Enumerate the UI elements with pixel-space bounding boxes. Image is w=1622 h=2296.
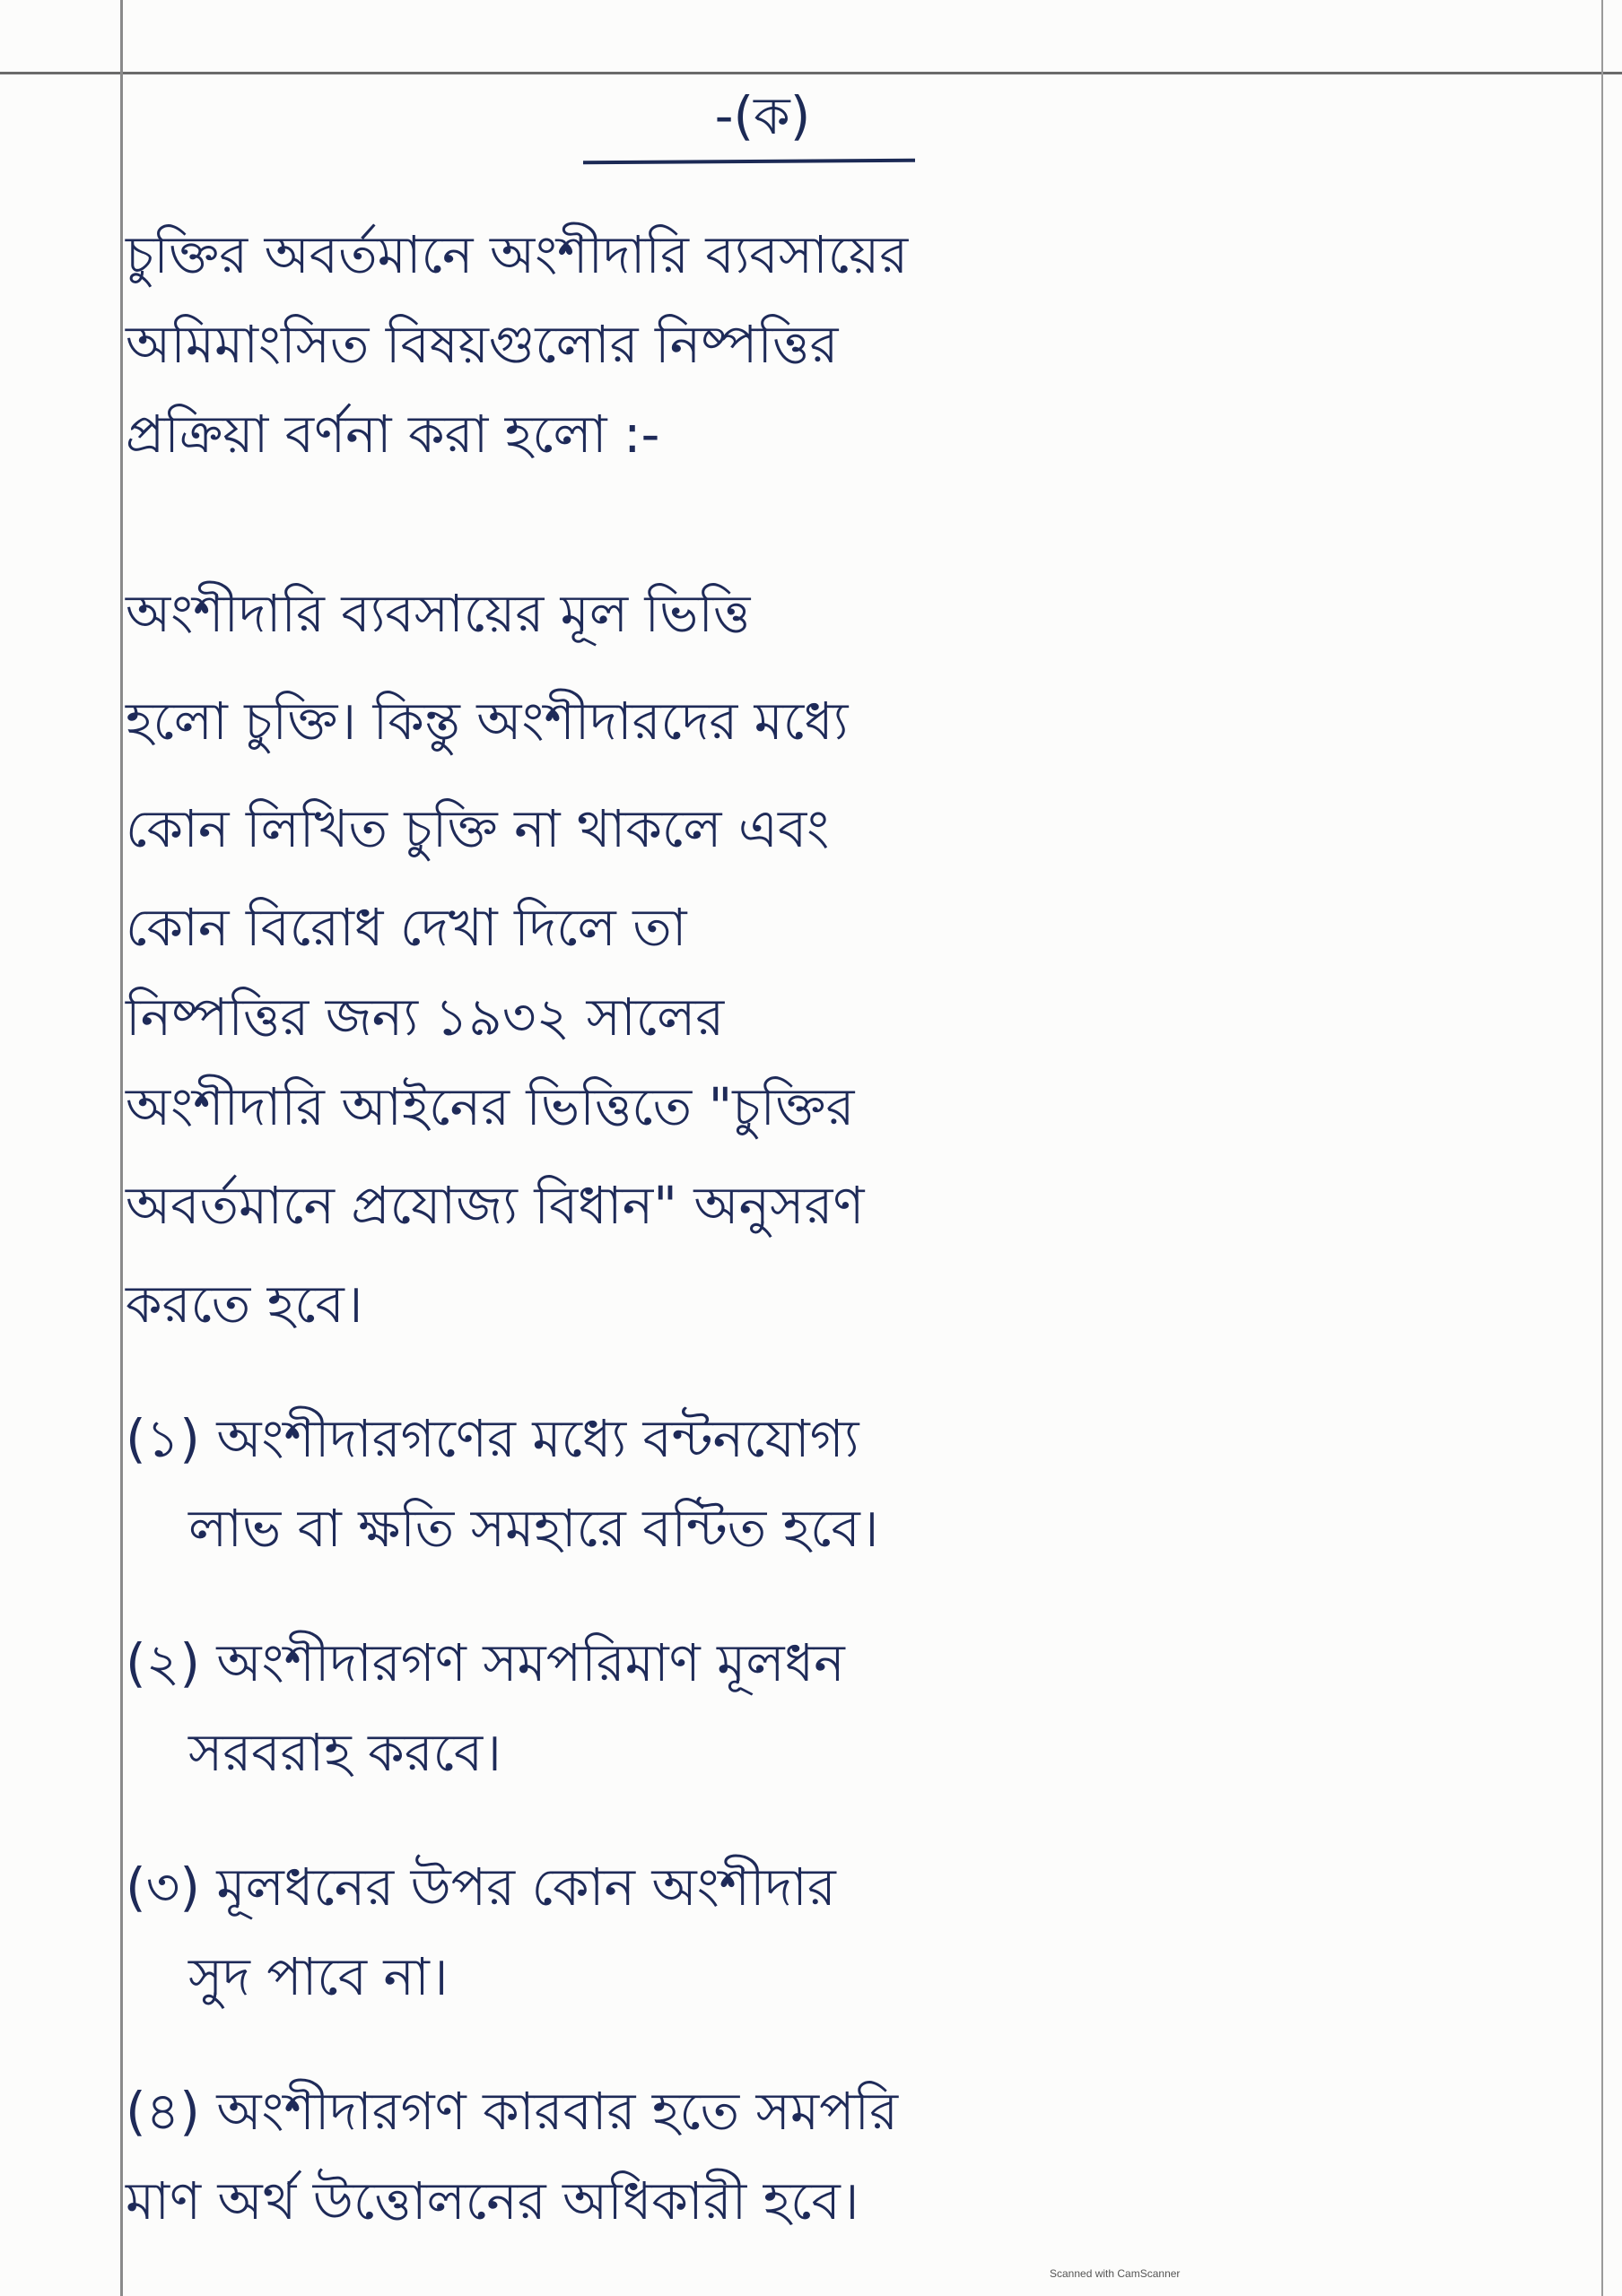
paragraph-line: কোন বিরোধ দেখা দিলে তা bbox=[126, 897, 687, 958]
point-line: (৪) অংশীদারগণ কারবার হতে সমপরি bbox=[126, 2081, 899, 2142]
intro-line: প্রক্রিয়া বর্ণনা করা হলো :- bbox=[126, 404, 660, 465]
point-line: সুদ পাবে না। bbox=[188, 1946, 449, 2007]
top-margin-rule bbox=[0, 72, 1622, 74]
point-line: (২) অংশীদারগণ সমপরিমাণ মূলধন bbox=[126, 1632, 845, 1693]
intro-line: অমিমাংসিত বিষয়গুলোর নিষ্পত্তির bbox=[126, 314, 839, 375]
point-line: লাভ বা ক্ষতি সমহারে বন্টিত হবে। bbox=[188, 1498, 879, 1559]
left-margin-rule bbox=[120, 0, 123, 2296]
right-margin-rule bbox=[1601, 0, 1603, 2296]
scanner-watermark: Scanned with CamScanner bbox=[1050, 2267, 1181, 2280]
paragraph-line: নিষ্পত্তির জন্য ১৯৩২ সালের bbox=[126, 987, 725, 1048]
paragraph-line: হলো চুক্তি। কিন্তু অংশীদারদের মধ্যে bbox=[126, 691, 849, 752]
heading-underline bbox=[583, 159, 915, 165]
paragraph-line: অংশীদারি আইনের ভিত্তিতে "চুক্তির bbox=[126, 1076, 855, 1137]
point-line: (১) অংশীদারগণের মধ্যে বন্টনযোগ্য bbox=[126, 1408, 859, 1469]
section-heading: -(ক) bbox=[714, 85, 811, 146]
paragraph-line: অংশীদারি ব্যবসায়ের মূল ভিত্তি bbox=[126, 583, 751, 644]
point-line: সরবরাহ করবে। bbox=[188, 1722, 501, 1783]
intro-line: চুক্তির অবর্তমানে অংশীদারি ব্যবসায়ের bbox=[126, 224, 909, 285]
point-line: মাণ অর্থ উত্তোলনের অধিকারী হবে। bbox=[126, 2170, 859, 2231]
point-line: (৩) মূলধনের উপর কোন অংশীদার bbox=[126, 1857, 836, 1918]
paragraph-line: কোন লিখিত চুক্তি না থাকলে এবং bbox=[126, 798, 830, 859]
paragraph-line: অবর্তমানে প্রযোজ্য বিধান" অনুসরণ bbox=[126, 1175, 865, 1236]
paragraph-line: করতে হবে। bbox=[126, 1274, 363, 1335]
